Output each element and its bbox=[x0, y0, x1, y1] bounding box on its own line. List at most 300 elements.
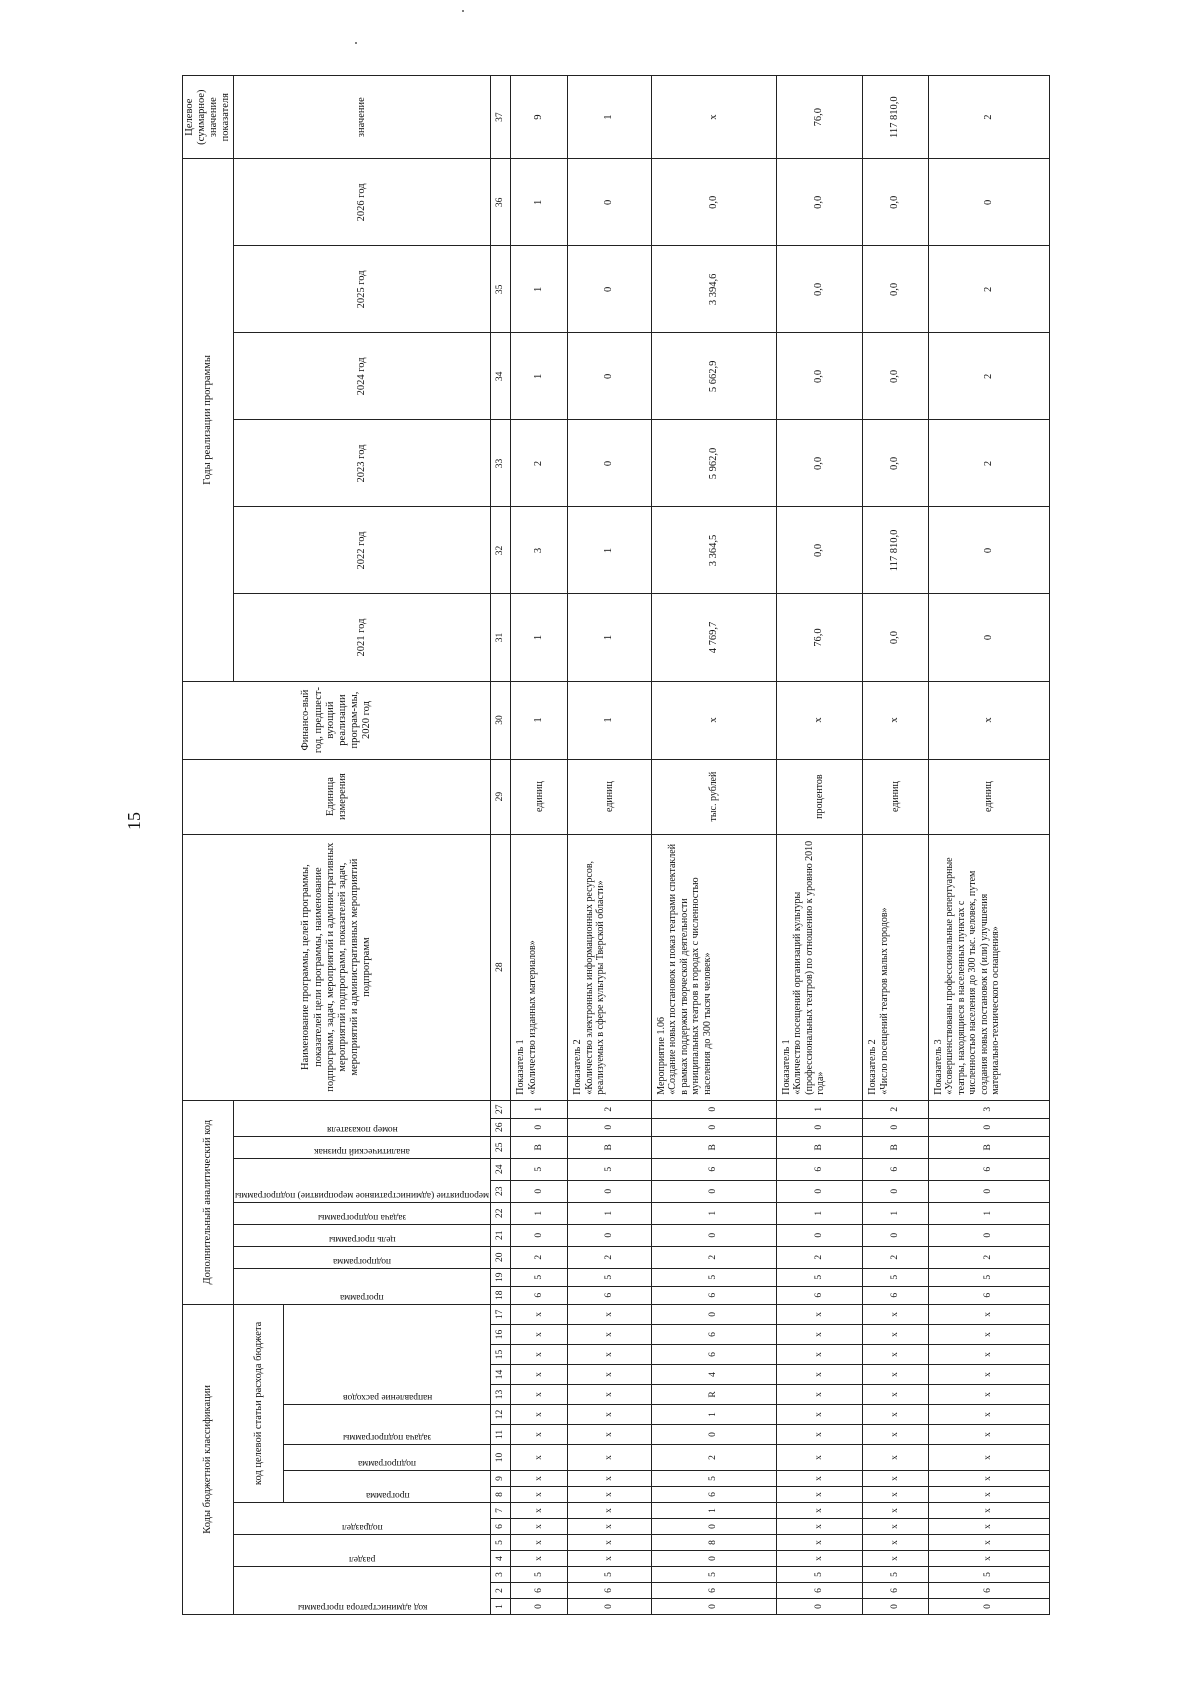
code-digit-cell: 6 bbox=[651, 1325, 776, 1345]
code-digit-cell: х bbox=[776, 1365, 863, 1385]
column-number: 6 bbox=[491, 1519, 511, 1535]
add-task-label: задача подпрограммы bbox=[318, 1211, 407, 1222]
code-digit-cell: 5 bbox=[651, 1268, 776, 1286]
program-header bbox=[284, 1471, 491, 1503]
code-digit-cell: 0 bbox=[776, 1224, 863, 1246]
kbk-target-group-header: код целевой статьи расхода бюджета bbox=[234, 1304, 284, 1502]
code-digit-cell: 2 bbox=[568, 1246, 651, 1268]
code-digit-cell: х bbox=[511, 1471, 568, 1487]
code-digit-cell: х bbox=[863, 1304, 929, 1324]
code-digit-cell: 5 bbox=[651, 1567, 776, 1583]
target-value-cell: 117 810,0 bbox=[863, 76, 929, 159]
target-value-cell: 1 bbox=[568, 76, 651, 159]
item-description: «Количество посещений организаций культуры (профессиональных театров) по отношению к уровню 2010 года» bbox=[792, 840, 827, 1095]
code-digit-cell: 6 bbox=[863, 1583, 929, 1599]
code-digit-cell: х bbox=[568, 1405, 651, 1425]
year-value-cell: 2 bbox=[928, 246, 1049, 333]
code-digit-cell: х bbox=[568, 1345, 651, 1365]
code-digit-cell: 0 bbox=[928, 1599, 1049, 1615]
code-digit-cell: 0 bbox=[863, 1224, 929, 1246]
year-2021-header: 2021 год bbox=[234, 594, 491, 681]
code-digit-cell: х bbox=[928, 1385, 1049, 1405]
code-digit-cell: 1 bbox=[511, 1100, 568, 1118]
column-number: 12 bbox=[491, 1405, 511, 1425]
column-number: 20 bbox=[491, 1246, 511, 1268]
unit-cell: процентов bbox=[776, 759, 863, 834]
code-digit-cell: 6 bbox=[863, 1158, 929, 1180]
code-digit-cell: 0 bbox=[511, 1180, 568, 1202]
table-row bbox=[863, 76, 929, 1615]
year-value-cell: 0 bbox=[568, 333, 651, 420]
column-number: 10 bbox=[491, 1445, 511, 1471]
column-number: 27 bbox=[491, 1100, 511, 1118]
code-digit-cell: х bbox=[776, 1345, 863, 1365]
fin-year-cell: 1 bbox=[511, 681, 568, 759]
code-digit-cell: 0 bbox=[863, 1599, 929, 1615]
column-number: 16 bbox=[491, 1325, 511, 1345]
column-number: 21 bbox=[491, 1224, 511, 1246]
column-number: 23 bbox=[491, 1180, 511, 1202]
table-row bbox=[928, 76, 1049, 1615]
section-label: раздел bbox=[349, 1554, 376, 1564]
name-cell bbox=[651, 834, 776, 1100]
code-digit-cell: 6 bbox=[568, 1286, 651, 1304]
item-description: «Количество электронных информационных ресурсов, реализуемых в сфере культуры Тверской области» bbox=[583, 860, 607, 1095]
column-number: 14 bbox=[491, 1365, 511, 1385]
code-digit-cell: В bbox=[568, 1136, 651, 1158]
column-number-row bbox=[491, 76, 511, 1615]
code-digit-cell: х bbox=[776, 1487, 863, 1503]
code-digit-cell: х bbox=[928, 1551, 1049, 1567]
code-digit-cell: х bbox=[928, 1304, 1049, 1324]
column-number: 2 bbox=[491, 1583, 511, 1599]
code-digit-cell: х bbox=[928, 1535, 1049, 1551]
code-digit-cell: х bbox=[863, 1503, 929, 1519]
additional-code-group-header: Дополнительный аналитический код bbox=[183, 1100, 234, 1304]
column-number: 24 bbox=[491, 1158, 511, 1180]
code-digit-cell: 6 bbox=[863, 1286, 929, 1304]
code-digit-cell: 6 bbox=[651, 1345, 776, 1365]
code-digit-cell: 0 bbox=[651, 1224, 776, 1246]
column-number: 15 bbox=[491, 1345, 511, 1365]
code-digit-cell: х bbox=[863, 1425, 929, 1445]
code-digit-cell: 6 bbox=[651, 1583, 776, 1599]
code-digit-cell: х bbox=[928, 1487, 1049, 1503]
table-row bbox=[651, 76, 776, 1615]
code-digit-cell: х bbox=[863, 1551, 929, 1567]
code-digit-cell: х bbox=[863, 1325, 929, 1345]
add-sign-header bbox=[234, 1136, 491, 1158]
year-value-cell: 0,0 bbox=[776, 246, 863, 333]
year-value-cell: 1 bbox=[511, 246, 568, 333]
item-title: Мероприятие 1.06 bbox=[655, 1017, 667, 1095]
subprogram-label: подпрограмма bbox=[358, 1458, 417, 1468]
code-digit-cell: 1 bbox=[776, 1100, 863, 1118]
code-digit-cell: х bbox=[863, 1345, 929, 1365]
code-digit-cell: 0 bbox=[651, 1180, 776, 1202]
code-digit-cell: х bbox=[511, 1325, 568, 1345]
unit-column-header: Единица измерения bbox=[183, 759, 491, 834]
code-digit-cell: х bbox=[928, 1503, 1049, 1519]
add-goal-label: цель программы bbox=[328, 1233, 396, 1244]
code-digit-cell: R bbox=[651, 1385, 776, 1405]
code-digit-cell: В bbox=[928, 1136, 1049, 1158]
name-cell bbox=[928, 834, 1049, 1100]
name-cell bbox=[776, 834, 863, 1100]
code-digit-cell: х bbox=[776, 1519, 863, 1535]
code-digit-cell: 8 bbox=[651, 1535, 776, 1551]
column-number: 8 bbox=[491, 1487, 511, 1503]
code-digit-cell: х bbox=[568, 1325, 651, 1345]
column-number: 13 bbox=[491, 1385, 511, 1405]
year-value-cell: 3 364,5 bbox=[651, 507, 776, 594]
column-number: 34 bbox=[491, 333, 511, 420]
year-value-cell: 5 962,0 bbox=[651, 420, 776, 507]
add-program-label: программа bbox=[340, 1291, 385, 1302]
year-value-cell: 0 bbox=[568, 159, 651, 246]
code-digit-cell: х bbox=[776, 1551, 863, 1567]
code-digit-cell: х bbox=[928, 1405, 1049, 1425]
code-digit-cell: В bbox=[863, 1136, 929, 1158]
code-digit-cell: х bbox=[511, 1503, 568, 1519]
code-digit-cell: х bbox=[863, 1487, 929, 1503]
year-value-cell: 3 394,6 bbox=[651, 246, 776, 333]
column-number: 1 bbox=[491, 1599, 511, 1615]
column-number: 9 bbox=[491, 1471, 511, 1487]
year-value-cell: 0,0 bbox=[776, 507, 863, 594]
code-digit-cell: х bbox=[928, 1471, 1049, 1487]
code-digit-cell: 5 bbox=[928, 1567, 1049, 1583]
scan-speck bbox=[462, 10, 464, 12]
code-digit-cell: х bbox=[776, 1425, 863, 1445]
year-2025-header: 2025 год bbox=[234, 246, 491, 333]
code-digit-cell: 1 bbox=[651, 1405, 776, 1425]
year-value-cell: 0,0 bbox=[863, 594, 929, 681]
add-subprogram-header bbox=[234, 1246, 491, 1268]
code-digit-cell: х bbox=[928, 1445, 1049, 1471]
column-number: 36 bbox=[491, 159, 511, 246]
code-digit-cell: х bbox=[511, 1487, 568, 1503]
code-digit-cell: 1 bbox=[511, 1202, 568, 1224]
code-digit-cell: 0 bbox=[568, 1599, 651, 1615]
code-digit-cell: 6 bbox=[928, 1583, 1049, 1599]
years-group-header: Годы реализации программы bbox=[183, 159, 234, 681]
code-digit-cell: х bbox=[568, 1471, 651, 1487]
year-value-cell: 0,0 bbox=[863, 159, 929, 246]
column-number: 29 bbox=[491, 759, 511, 834]
year-value-cell: 5 662,9 bbox=[651, 333, 776, 420]
code-digit-cell: 5 bbox=[568, 1158, 651, 1180]
code-digit-cell: 5 bbox=[511, 1567, 568, 1583]
code-digit-cell: 0 bbox=[651, 1519, 776, 1535]
code-digit-cell: х bbox=[863, 1385, 929, 1405]
code-digit-cell: х bbox=[511, 1345, 568, 1365]
column-number: 5 bbox=[491, 1535, 511, 1551]
code-digit-cell: 2 bbox=[651, 1445, 776, 1471]
column-number: 25 bbox=[491, 1136, 511, 1158]
add-program-header bbox=[234, 1268, 491, 1304]
code-digit-cell: х bbox=[928, 1519, 1049, 1535]
code-digit-cell: В bbox=[511, 1136, 568, 1158]
year-2024-header: 2024 год bbox=[234, 333, 491, 420]
item-title: Показатель 3 bbox=[932, 1039, 944, 1095]
add-sign-label: аналитический признак bbox=[314, 1145, 411, 1156]
unit-cell: единиц bbox=[928, 759, 1049, 834]
year-value-cell: 1 bbox=[568, 594, 651, 681]
year-value-cell: 0 bbox=[928, 159, 1049, 246]
code-digit-cell: х bbox=[928, 1365, 1049, 1385]
fin-year-column-header: Финансо-вый год, предшест-вующий реализации програм-мы, 2020 год bbox=[183, 681, 491, 759]
rotated-table-wrapper bbox=[182, 75, 1024, 1615]
subprogram-task-header bbox=[284, 1405, 491, 1445]
program-table bbox=[182, 75, 1050, 1615]
code-digit-cell: 0 bbox=[511, 1224, 568, 1246]
code-digit-cell: х bbox=[568, 1519, 651, 1535]
code-digit-cell: 5 bbox=[776, 1268, 863, 1286]
code-digit-cell: 6 bbox=[928, 1286, 1049, 1304]
code-digit-cell: 5 bbox=[863, 1268, 929, 1286]
code-digit-cell: 0 bbox=[568, 1118, 651, 1136]
year-value-cell: 0,0 bbox=[776, 333, 863, 420]
code-digit-cell: В bbox=[651, 1136, 776, 1158]
year-value-cell: 0,0 bbox=[863, 420, 929, 507]
code-digit-cell: 6 bbox=[776, 1286, 863, 1304]
code-digit-cell: х bbox=[511, 1385, 568, 1405]
code-digit-cell: 6 bbox=[511, 1286, 568, 1304]
column-number: 18 bbox=[491, 1286, 511, 1304]
year-value-cell: 1 bbox=[568, 507, 651, 594]
column-number: 19 bbox=[491, 1268, 511, 1286]
item-description: «Усовершенствованы профессиональные репертуарные театры, находящиеся в населенных пунктах с численностью населения до 300 тыс. человек, путем создания новых постановок и (или) улучшения материально-технического оснащения» bbox=[944, 857, 1002, 1095]
code-digit-cell: х bbox=[568, 1445, 651, 1471]
code-digit-cell: х bbox=[928, 1325, 1049, 1345]
code-digit-cell: х bbox=[776, 1503, 863, 1519]
fin-year-cell: х bbox=[863, 681, 929, 759]
year-value-cell: 2 bbox=[928, 333, 1049, 420]
fin-year-cell: х bbox=[928, 681, 1049, 759]
code-digit-cell: 0 bbox=[651, 1599, 776, 1615]
unit-cell: единиц bbox=[863, 759, 929, 834]
code-digit-cell: 5 bbox=[568, 1268, 651, 1286]
code-digit-cell: х bbox=[568, 1535, 651, 1551]
name-cell bbox=[568, 834, 651, 1100]
year-value-cell: 76,0 bbox=[776, 594, 863, 681]
code-digit-cell: 1 bbox=[651, 1202, 776, 1224]
code-digit-cell: х bbox=[511, 1519, 568, 1535]
code-digit-cell: 2 bbox=[651, 1246, 776, 1268]
code-digit-cell: х bbox=[863, 1445, 929, 1471]
code-digit-cell: 3 bbox=[928, 1100, 1049, 1118]
fin-year-cell: х bbox=[651, 681, 776, 759]
code-digit-cell: 2 bbox=[928, 1246, 1049, 1268]
year-2023-header: 2023 год bbox=[234, 420, 491, 507]
item-title: Показатель 1 bbox=[780, 1039, 792, 1095]
subprogram-task-label: задача подпрограммы bbox=[343, 1432, 432, 1442]
column-number: 26 bbox=[491, 1118, 511, 1136]
code-digit-cell: х bbox=[511, 1535, 568, 1551]
column-number: 11 bbox=[491, 1425, 511, 1445]
code-digit-cell: х bbox=[776, 1385, 863, 1405]
code-digit-cell: х bbox=[776, 1405, 863, 1425]
code-digit-cell: х bbox=[863, 1519, 929, 1535]
code-digit-cell: х bbox=[568, 1304, 651, 1324]
subprogram-header bbox=[284, 1445, 491, 1471]
code-digit-cell: 6 bbox=[511, 1583, 568, 1599]
subsection-label: подраздел bbox=[341, 1522, 383, 1532]
column-number: 7 bbox=[491, 1503, 511, 1519]
column-number: 35 bbox=[491, 246, 511, 333]
expense-direction-header bbox=[284, 1304, 491, 1404]
item-title: Показатель 2 bbox=[867, 1039, 879, 1095]
column-number: 33 bbox=[491, 420, 511, 507]
kbk-group-header: Коды бюджетной классификации bbox=[183, 1304, 234, 1614]
scan-speck bbox=[355, 42, 357, 44]
code-digit-cell: х bbox=[568, 1551, 651, 1567]
column-number: 31 bbox=[491, 594, 511, 681]
code-digit-cell: х bbox=[928, 1425, 1049, 1445]
code-digit-cell: х bbox=[568, 1503, 651, 1519]
code-digit-cell: 0 bbox=[928, 1180, 1049, 1202]
column-number: 37 bbox=[491, 76, 511, 159]
item-description: «Создание новых постановок и показ театрами спектаклей в рамках поддержки творческой деятельности муниципальных театров в городах с численностью населения до 300 тысяч человек» bbox=[667, 843, 713, 1095]
code-digit-cell: 6 bbox=[651, 1158, 776, 1180]
code-digit-cell: 6 bbox=[776, 1583, 863, 1599]
code-digit-cell: 0 bbox=[651, 1551, 776, 1567]
subsection-header bbox=[234, 1503, 491, 1535]
program-label: программа bbox=[365, 1490, 410, 1500]
year-value-cell: 4 769,7 bbox=[651, 594, 776, 681]
code-digit-cell: х bbox=[776, 1445, 863, 1471]
code-digit-cell: 5 bbox=[511, 1158, 568, 1180]
code-digit-cell: 1 bbox=[863, 1202, 929, 1224]
admin-code-label: код администратора программы bbox=[297, 1602, 427, 1612]
year-value-cell: 0,0 bbox=[776, 159, 863, 246]
target-value-header: значение bbox=[234, 76, 491, 159]
admin-code-header bbox=[234, 1567, 491, 1615]
unit-cell: единиц bbox=[568, 759, 651, 834]
target-value-cell: 2 bbox=[928, 76, 1049, 159]
page-number: 15 bbox=[124, 812, 144, 830]
name-column-header: Наименование программы, целей программы, показателей цели программы, наименование подпрограмм, задач, мероприятий и административных мероприятий подпрограмм, показателей задач, мероприятий и административных мероприятий подпрограмм bbox=[183, 834, 491, 1100]
code-digit-cell: х bbox=[511, 1365, 568, 1385]
add-indicator-label: номер показателя bbox=[326, 1123, 398, 1134]
year-value-cell: 0 bbox=[568, 246, 651, 333]
code-digit-cell: 0 bbox=[776, 1599, 863, 1615]
code-digit-cell: 5 bbox=[651, 1471, 776, 1487]
code-digit-cell: х bbox=[511, 1551, 568, 1567]
add-indicator-header bbox=[234, 1100, 491, 1136]
year-value-cell: 1 bbox=[511, 333, 568, 420]
code-digit-cell: 0 bbox=[776, 1118, 863, 1136]
target-value-cell: 9 bbox=[511, 76, 568, 159]
code-digit-cell: 0 bbox=[511, 1599, 568, 1615]
year-value-cell: 0 bbox=[928, 507, 1049, 594]
code-digit-cell: 5 bbox=[568, 1567, 651, 1583]
add-event-header bbox=[234, 1158, 491, 1202]
year-value-cell: 1 bbox=[511, 159, 568, 246]
code-digit-cell: 0 bbox=[568, 1224, 651, 1246]
code-digit-cell: х bbox=[863, 1405, 929, 1425]
code-digit-cell: х bbox=[776, 1325, 863, 1345]
add-goal-header bbox=[234, 1224, 491, 1246]
code-digit-cell: 1 bbox=[568, 1202, 651, 1224]
target-value-cell: 76,0 bbox=[776, 76, 863, 159]
code-digit-cell: х bbox=[568, 1487, 651, 1503]
add-subprogram-label: подпрограмма bbox=[333, 1255, 392, 1266]
code-digit-cell: 2 bbox=[863, 1246, 929, 1268]
expense-direction-label: направление расходов bbox=[342, 1392, 432, 1402]
add-task-header bbox=[234, 1202, 491, 1224]
code-digit-cell: х bbox=[511, 1445, 568, 1471]
name-cell bbox=[511, 834, 568, 1100]
code-digit-cell: х bbox=[863, 1535, 929, 1551]
year-value-cell: 0 bbox=[568, 420, 651, 507]
item-title: Показатель 2 bbox=[572, 1039, 584, 1095]
code-digit-cell: 0 bbox=[863, 1118, 929, 1136]
year-value-cell: 0,0 bbox=[651, 159, 776, 246]
year-value-cell: 0,0 bbox=[776, 420, 863, 507]
header-row-1 bbox=[183, 76, 234, 1615]
column-number: 17 bbox=[491, 1304, 511, 1324]
target-value-cell: х bbox=[651, 76, 776, 159]
code-digit-cell: х bbox=[863, 1471, 929, 1487]
code-digit-cell: х bbox=[568, 1365, 651, 1385]
code-digit-cell: 1 bbox=[928, 1202, 1049, 1224]
code-digit-cell: 0 bbox=[511, 1118, 568, 1136]
name-cell bbox=[863, 834, 929, 1100]
code-digit-cell: х bbox=[511, 1304, 568, 1324]
code-digit-cell: 1 bbox=[776, 1202, 863, 1224]
fin-year-cell: х bbox=[776, 681, 863, 759]
column-number: 4 bbox=[491, 1551, 511, 1567]
code-digit-cell: х bbox=[568, 1425, 651, 1445]
add-event-label: мероприятие (административное мероприятие) подпрограммы bbox=[235, 1189, 490, 1200]
code-digit-cell: 4 bbox=[651, 1365, 776, 1385]
code-digit-cell: 0 bbox=[651, 1425, 776, 1445]
year-value-cell: 0 bbox=[928, 594, 1049, 681]
section-header bbox=[234, 1535, 491, 1567]
code-digit-cell: 0 bbox=[928, 1224, 1049, 1246]
code-digit-cell: 2 bbox=[776, 1246, 863, 1268]
code-digit-cell: х bbox=[928, 1345, 1049, 1365]
code-digit-cell: 5 bbox=[511, 1268, 568, 1286]
year-value-cell: 0,0 bbox=[863, 333, 929, 420]
code-digit-cell: 6 bbox=[651, 1487, 776, 1503]
item-description: «Количество изданных материалов» bbox=[526, 940, 538, 1095]
year-2026-header: 2026 год bbox=[234, 159, 491, 246]
code-digit-cell: х bbox=[511, 1405, 568, 1425]
column-number: 30 bbox=[491, 681, 511, 759]
code-digit-cell: 0 bbox=[651, 1118, 776, 1136]
year-value-cell: 2 bbox=[928, 420, 1049, 507]
column-number: 28 bbox=[491, 834, 511, 1100]
code-digit-cell: 2 bbox=[511, 1246, 568, 1268]
code-digit-cell: 6 bbox=[568, 1583, 651, 1599]
fin-year-cell: 1 bbox=[568, 681, 651, 759]
column-number: 3 bbox=[491, 1567, 511, 1583]
code-digit-cell: х bbox=[511, 1425, 568, 1445]
code-digit-cell: 6 bbox=[928, 1158, 1049, 1180]
item-title: Показатель 1 bbox=[515, 1039, 527, 1095]
code-digit-cell: х bbox=[863, 1365, 929, 1385]
item-description: «Число посещений театров малых городов» bbox=[878, 907, 890, 1095]
code-digit-cell: 6 bbox=[776, 1158, 863, 1180]
year-value-cell: 0,0 bbox=[863, 246, 929, 333]
code-digit-cell: 5 bbox=[863, 1567, 929, 1583]
year-value-cell: 2 bbox=[511, 420, 568, 507]
year-value-cell: 3 bbox=[511, 507, 568, 594]
year-value-cell: 1 bbox=[511, 594, 568, 681]
